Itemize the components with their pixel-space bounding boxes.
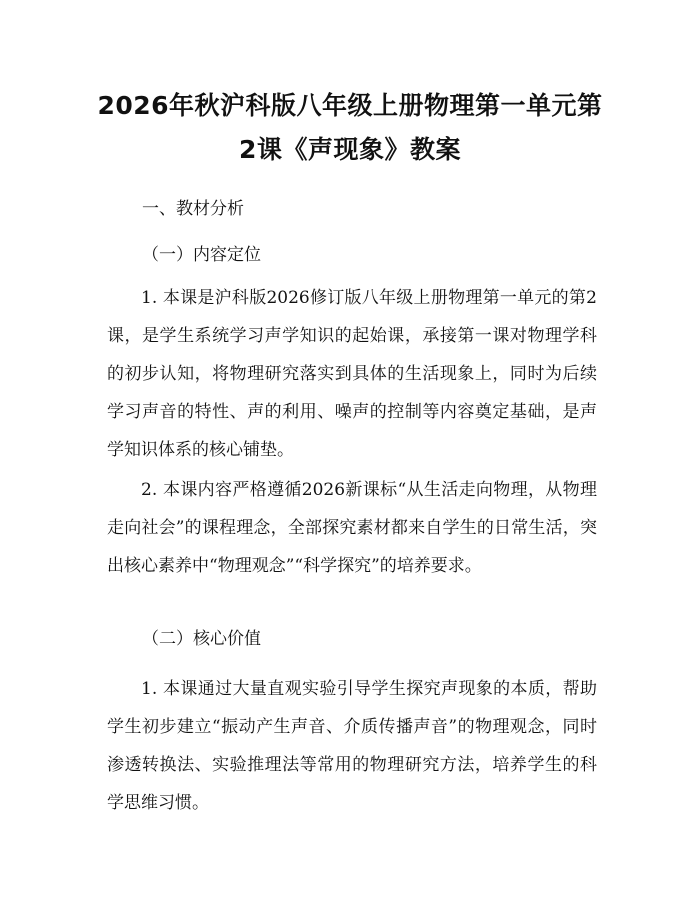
document-title-line-1: 2026年秋沪科版八年级上册物理第一单元第 [97, 91, 603, 120]
subsection-heading-content-positioning: （一）内容定位 [142, 245, 261, 265]
paragraph-core-value-1: 1. 本课通过大量直观实验引导学生探究声现象的本质，帮助学生初步建立“振动产生声音、介质传播声音”的物理观念，同时渗透转换法、实验推理法等常用的物理研究方法，培养学生的科学思维习惯。 [107, 679, 597, 813]
section-heading-textbook-analysis: 一、教材分析 [142, 199, 244, 219]
paragraph-content-positioning-2: 2. 本课内容严格遵循2026新课标“从生活走向物理，从物理走向社会”的课程理念，全部探究素材都来自学生的日常生活，突出核心素养中“物理观念”“科学探究”的培养要求。 [107, 480, 597, 576]
subsection-heading-core-value: （二）核心价值 [142, 629, 261, 649]
paragraph-content-positioning-1: 1. 本课是沪科版2026修订版八年级上册物理第一单元的第2课，是学生系统学习声学知识的起始课，承接第一课对物理学科的初步认知，将物理研究落实到具体的生活现象上，同时为后续学习声音的特性、声的利用、噪声的控制等内容奠定基础，是声学知识体系的核心铺垫。 [107, 288, 597, 460]
document-title-line-2: 2课《声现象》教案 [239, 135, 461, 164]
